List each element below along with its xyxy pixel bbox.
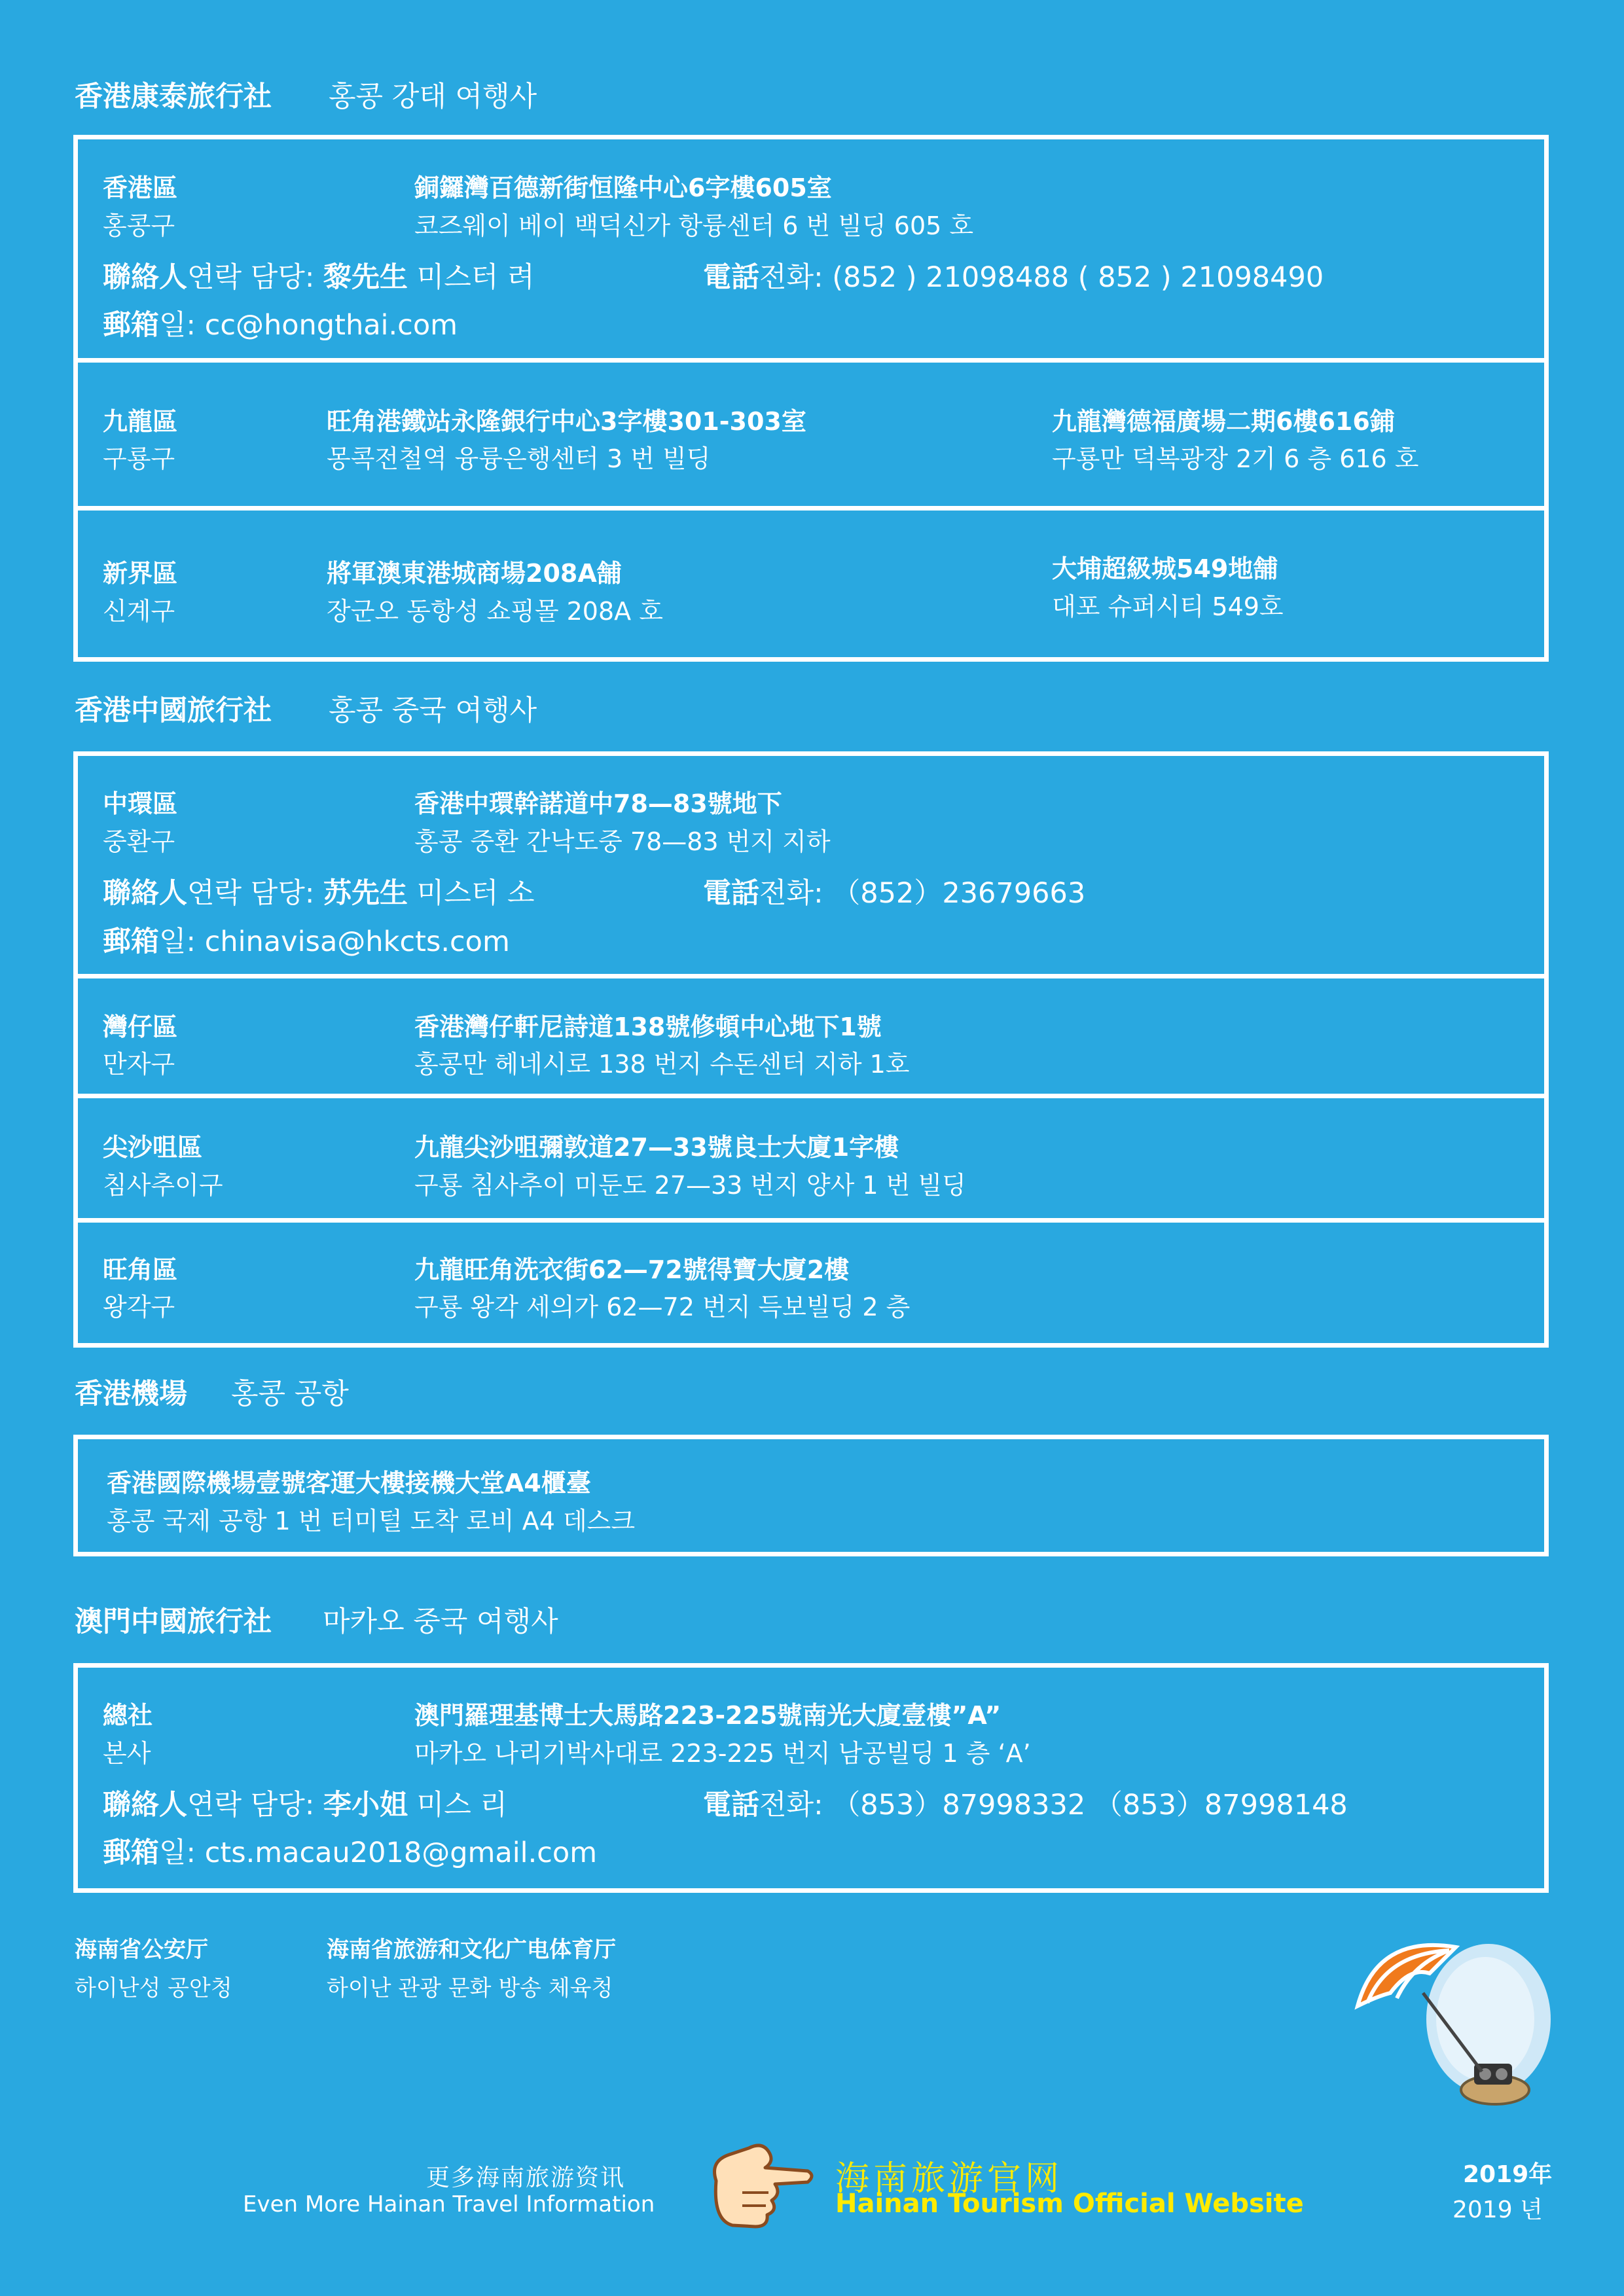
address: 九龍灣德福廣場二期6樓616鋪 [1052,407,1395,436]
address: 澳門羅理基博士大馬路223-225號南光大廈壹樓”A” [414,1701,1001,1730]
address-ko: 몽콕전철역 융륭은행센터 3 번 빌딩 [327,444,711,473]
address-ko: 홍콩만 헤네시로 138 번지 수돈센터 지하 1호 [414,1050,910,1079]
email-line: 郵箱일: cc@hongthai.com [103,309,458,342]
year-zh: 2019年 [1463,2161,1553,2188]
more-info-zh: 更多海南旅游资讯 [426,2164,626,2191]
phone-line: 電話전화: （853）87998332 （853）87998148 [703,1789,1348,1821]
divider [73,358,1549,363]
address-ko: 대포 슈퍼시티 549호 [1052,592,1284,621]
address-ko: 구룡 침사추이 미둔도 27—33 번지 양사 1 번 빌딩 [414,1171,966,1200]
area-label-ko: 만자구 [103,1050,175,1079]
area-label-ko: 침사추이구 [103,1171,223,1200]
address: 九龍尖沙咀彌敦道27—33號良士大廈1字樓 [414,1133,899,1162]
pointing-hand-icon [703,2135,814,2233]
footer-dept-2: 海南省旅游和文化广电体育厅 [327,1937,616,1963]
section-title-cts: 香港中國旅行社 [75,694,272,727]
official-site-zh[interactable]: 海南旅游官网 [835,2159,1064,2198]
phone-line: 電話전화: （852）23679663 [703,877,1086,910]
area-label: 總社 [103,1701,153,1730]
area-label: 旺角區 [103,1255,178,1284]
year-ko: 2019 년 [1453,2197,1543,2223]
address: 旺角港鐵站永隆銀行中心3字樓301-303室 [327,407,806,436]
area-label: 中環區 [103,789,178,818]
address-ko: 구룡만 덕복광장 2기 6 층 616 호 [1052,444,1419,473]
address-ko: 구룡 왕각 세의가 62—72 번지 득보빌딩 2 층 [414,1293,911,1321]
phone-line: 電話전화: (852 ) 21098488 ( 852 ) 21098490 [703,261,1324,294]
footer-dept-2-ko: 하이난 관광 문화 방송 체육청 [327,1975,613,2001]
area-label-ko: 중환구 [103,827,175,856]
divider [73,1218,1549,1223]
address-ko: 홍콩 중환 간낙도중 78—83 번지 지하 [414,827,831,856]
email-line: 郵箱일: cts.macau2018@gmail.com [103,1837,598,1869]
section-title-airport-ko: 홍콩 공항 [231,1378,349,1410]
area-label: 新界區 [103,559,178,588]
area-label-ko: 신계구 [103,597,175,626]
address: 將軍澳東港城商場208A舗 [327,559,622,588]
email-link[interactable]: cc@hongthai.com [204,309,458,342]
divider [73,1094,1549,1098]
phone-number: （852）23679663 [832,877,1086,910]
address-ko: 코즈웨이 베이 백덕신가 항륭센터 6 번 빌딩 605 호 [414,211,974,240]
area-label-ko: 구룡구 [103,444,175,473]
divider [73,974,1549,978]
address: 九龍旺角洗衣街62—72號得寶大廈2樓 [414,1255,850,1284]
phone-number: (852 ) 21098488 ( 852 ) 21098490 [832,261,1324,294]
footer-dept-1: 海南省公安厅 [75,1937,208,1963]
section-title-macau-ko: 마카오 중국 여행사 [323,1605,558,1638]
area-label: 九龍區 [103,407,178,436]
area-label: 灣仔區 [103,1013,178,1041]
address-ko: 장군오 동항성 쇼핑몰 208A 호 [327,597,663,626]
divider [73,506,1549,511]
official-site-en[interactable]: Hainan Tourism Official Website [835,2189,1304,2219]
phone-number: （853）87998332 （853）87998148 [832,1789,1348,1821]
address-ko: 마카오 나리기박사대로 223-225 번지 남공빌딩 1 층 ‘A’ [414,1739,1031,1768]
email-line: 郵箱일: chinavisa@hkcts.com [103,925,510,958]
address: 香港國際機場壹號客運大樓接機大堂A4櫃臺 [107,1469,591,1498]
area-label: 尖沙咀區 [103,1133,203,1162]
contact-line: 聯絡人연락 담당: 黎先生 미스터 려 [103,261,535,294]
section-title-hongthai-ko: 홍콩 강태 여행사 [329,81,537,113]
section-title-airport: 香港機場 [75,1378,187,1410]
area-label-ko: 본사 [103,1739,151,1768]
footer-dept-1-ko: 하이난성 공안청 [75,1975,232,2001]
contact-line: 聯絡人연락 담당: 苏先生 미스터 소 [103,877,535,910]
contact-line: 聯絡人연락 담당: 李小姐 미스 리 [103,1789,507,1821]
email-link[interactable]: cts.macau2018@gmail.com [204,1837,598,1869]
area-label-ko: 홍콩구 [103,211,175,240]
address-ko: 홍콩 국제 공항 1 번 터미털 도착 로비 A4 데스크 [107,1507,636,1535]
beach-umbrella-icon [1351,1921,1555,2117]
area-label-ko: 왕각구 [103,1293,175,1321]
area-label: 香港區 [103,173,178,202]
address: 大埔超級城549地舗 [1052,554,1278,583]
section-title-macau: 澳門中國旅行社 [75,1605,272,1638]
email-link[interactable]: chinavisa@hkcts.com [204,925,510,958]
address: 香港灣仔軒尼詩道138號修頓中心地下1號 [414,1013,882,1041]
more-info-en: Even More Hainan Travel Information [243,2191,655,2217]
address: 銅鑼灣百德新街恒隆中心6字樓605室 [414,173,832,202]
section-title-hongthai: 香港康泰旅行社 [75,81,272,113]
section-title-cts-ko: 홍콩 중국 여행사 [329,694,537,727]
address: 香港中環幹諾道中78—83號地下 [414,789,782,818]
